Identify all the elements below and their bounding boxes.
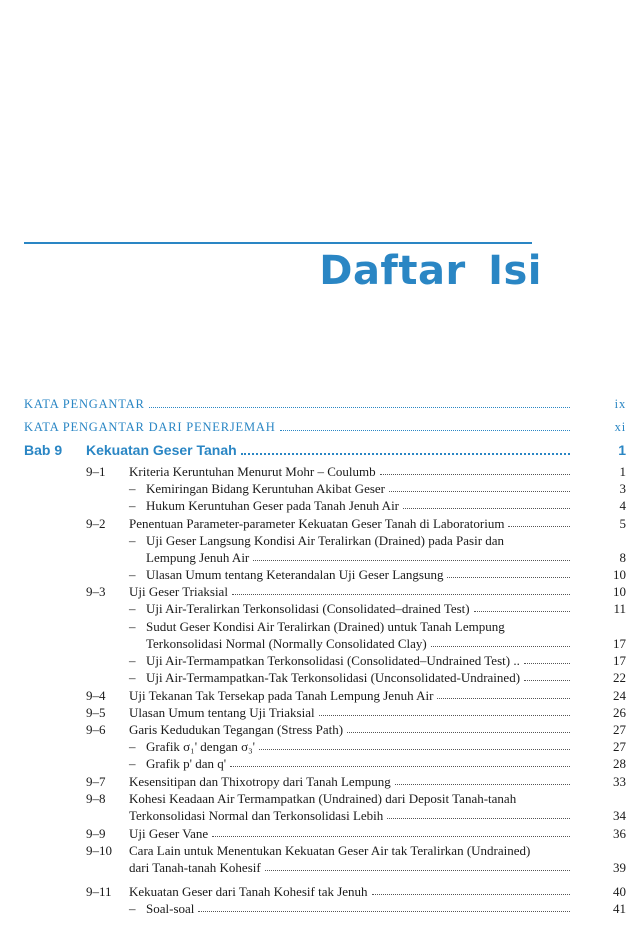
toc-page-number: 8 — [619, 550, 626, 565]
toc-entry-label: Kriteria Keruntuhan Menurut Mohr – Coulumb — [129, 464, 376, 479]
bullet-dash: – — [129, 756, 136, 771]
toc-page-number: 17 — [613, 653, 626, 668]
toc-entry-label: Lempung Jenuh Air — [146, 550, 250, 565]
dot-leader — [474, 600, 570, 612]
section-number: 9–10 — [86, 843, 112, 858]
dot-leader — [387, 807, 570, 819]
bullet-dash: – — [129, 901, 136, 916]
toc-entry-label: Cara Lain untuk Menentukan Kekuatan Geser Air tak Teralirkan (Undrained) — [129, 843, 531, 858]
toc-page-number: 5 — [619, 516, 626, 531]
section-number: 9–3 — [86, 584, 106, 599]
dot-leader — [212, 825, 570, 837]
toc-page-number: 10 — [613, 584, 626, 599]
toc-entry-label: KATA PENGANTAR DARI PENERJEMAH — [24, 420, 276, 434]
toc-entry-label: Terkonsolidasi Normal (Normally Consolidated Clay) — [146, 636, 427, 651]
dot-leader — [241, 442, 570, 455]
dot-leader — [395, 773, 570, 785]
chapter-number: Bab 9 — [24, 442, 63, 458]
toc-entry-label: Uji Geser Langsung Kondisi Air Teralirkan (Drained) pada Pasir dan — [146, 533, 505, 548]
section-number: 9–9 — [86, 826, 106, 841]
toc-page-number: 28 — [613, 756, 626, 771]
toc-entry-label: Kemiringan Bidang Keruntuhan Akibat Geser — [146, 481, 385, 496]
toc-entry-label: Uji Air-Termampatkan Terkonsolidasi (Consolidated–Undrained Test) .. — [146, 653, 520, 668]
toc-page-number: 36 — [613, 826, 626, 841]
dot-leader — [508, 515, 570, 527]
bullet-dash: – — [129, 739, 136, 754]
dot-leader — [253, 549, 570, 561]
toc-entry-label: Terkonsolidasi Normal dan Terkonsolidasi Lebih — [129, 808, 384, 823]
toc-page-number: 4 — [619, 498, 626, 513]
toc-page-number: 3 — [619, 481, 626, 496]
toc-page-number: 34 — [613, 808, 626, 823]
dot-leader — [280, 419, 570, 431]
bullet-dash: – — [129, 653, 136, 668]
dot-leader — [198, 900, 570, 912]
dot-leader — [230, 755, 570, 767]
dot-leader — [437, 687, 570, 699]
dot-leader — [380, 463, 570, 475]
header-rule — [24, 242, 532, 244]
toc-page-number: xi — [614, 420, 626, 434]
dot-leader — [447, 566, 570, 578]
section-number: 9–1 — [86, 464, 106, 479]
toc-entry-label: Kekuatan Geser dari Tanah Kohesif tak Jenuh — [129, 884, 368, 899]
toc-entry-label: Uji Air-Termampatkan-Tak Terkonsolidasi (Unconsolidated-Undrained) — [146, 670, 521, 685]
toc-entry-label: Kesensitipan dan Thixotropy dari Tanah Lempung — [129, 774, 391, 789]
toc-page-number: 10 — [613, 567, 626, 582]
toc-entry-label: Ulasan Umum tentang Uji Triaksial — [129, 705, 315, 720]
toc-entry-label: dari Tanah-tanah Kohesif — [129, 860, 261, 875]
toc-entry-label: Ulasan Umum tentang Keterandalan Uji Geser Langsung — [146, 567, 444, 582]
chapter-title: Kekuatan Geser Tanah — [86, 442, 237, 458]
bullet-dash: – — [129, 601, 136, 616]
toc-page-number: 17 — [613, 636, 626, 651]
toc-page-number: ix — [614, 397, 626, 411]
section-number: 9–8 — [86, 791, 106, 806]
section-number: 9–2 — [86, 516, 106, 531]
toc-entry-label: Garis Kedudukan Tegangan (Stress Path) — [129, 722, 344, 737]
section-number: 9–4 — [86, 688, 106, 703]
dot-leader — [319, 704, 570, 716]
dot-leader — [347, 721, 570, 733]
toc-page-number: 1 — [619, 464, 626, 479]
toc-page-number: 40 — [613, 884, 626, 899]
bullet-dash: – — [129, 481, 136, 496]
toc-entry-label: Sudut Geser Kondisi Air Teralirkan (Drained) untuk Tanah Lempung — [146, 619, 505, 634]
toc-page-number: 22 — [613, 670, 626, 685]
section-number: 9–6 — [86, 722, 106, 737]
toc-entry-label: Uji Air-Teralirkan Terkonsolidasi (Consolidated–drained Test) — [146, 601, 470, 616]
toc-page-number: 27 — [613, 739, 626, 754]
toc-page-number: 1 — [618, 442, 626, 458]
dot-leader — [259, 738, 570, 750]
toc-entry-label: Uji Geser Vane — [129, 826, 209, 841]
bullet-dash: – — [129, 567, 136, 582]
toc-page-number: 33 — [613, 774, 626, 789]
toc-entry-label: Uji Tekanan Tak Tersekap pada Tanah Lempung Jenuh Air — [129, 688, 434, 703]
toc-entry-label: Kohesi Keadaan Air Termampatkan (Undrained) dari Deposit Tanah-tanah — [129, 791, 517, 806]
bullet-dash: – — [129, 670, 136, 685]
toc-entry-label: Penentuan Parameter-parameter Kekuatan Geser Tanah di Laboratorium — [129, 516, 505, 531]
toc-page-number: 24 — [613, 688, 626, 703]
dot-leader — [524, 669, 570, 681]
dot-leader — [232, 583, 570, 595]
bullet-dash: – — [129, 498, 136, 513]
toc-entry-label: Hukum Keruntuhan Geser pada Tanah Jenuh Air — [146, 498, 400, 513]
dot-leader — [431, 635, 570, 647]
dot-leader — [265, 859, 570, 871]
bullet-dash: – — [129, 533, 136, 548]
toc-entry-label: KATA PENGANTAR — [24, 397, 145, 411]
toc-entry-label: Grafik σ₁' dengan σ₃' — [146, 739, 255, 754]
toc-page-number: 39 — [613, 860, 626, 875]
section-number: 9–11 — [86, 884, 112, 899]
toc-page-number: 26 — [613, 705, 626, 720]
dot-leader — [372, 883, 570, 895]
dot-leader — [149, 396, 570, 408]
dot-leader — [389, 480, 570, 492]
toc-page-number: 11 — [613, 601, 626, 616]
toc-entry-label: Grafik p' dan q' — [146, 756, 227, 771]
bullet-dash: – — [129, 619, 136, 634]
section-number: 9–7 — [86, 774, 106, 789]
dot-leader — [403, 497, 570, 509]
section-number: 9–5 — [86, 705, 106, 720]
toc-page-number: 41 — [613, 901, 626, 916]
toc-entry-label: Soal-soal — [146, 901, 195, 916]
toc-entry-label: Uji Geser Triaksial — [129, 584, 228, 599]
page-title: Daftar Isi — [319, 248, 542, 294]
dot-leader — [524, 652, 570, 664]
toc-page-number: 27 — [613, 722, 626, 737]
